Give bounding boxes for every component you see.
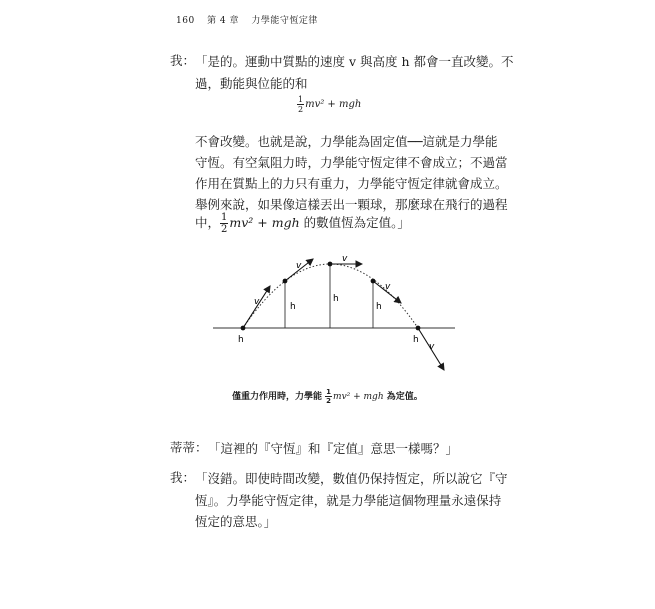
label-h-ground-right: h [413,335,419,345]
label-v-upper-right: v [385,282,391,292]
label-h-center: h [333,294,339,304]
fraction-half: $\frac{1}{2}$ [298,95,304,114]
dialogue1-line4: 守恆。有空氣阻力時，力學能守恆定律不會成立；不過當 [195,155,508,170]
dialogue1-line1: 「是的。運動中質點的速度 v 與高度 h 都會一直改變。不 [195,54,514,69]
figure-caption: 僅重力作用時，力學能 $\frac{1}{2}$ mv² + mgh 為定值。 [232,388,423,405]
dialogue1-line5: 作用在質點上的力只有重力，力學能守恆定律就會成立。 [195,176,508,191]
label-v-upper-left: v [296,261,302,271]
label-v-end: v [429,342,435,352]
label-h-left: h [290,302,296,312]
label-h-right: h [376,302,382,312]
speaker-tetra: 蒂蒂： [170,440,208,455]
speaker-me-2: 我： [170,470,196,485]
dialogue1-line2: 過，動能與位能的和 [195,76,308,91]
label-h-ground-left: h [238,335,244,345]
fraction-half-inline: $\frac{1}{2}$ [221,212,228,235]
caption-fraction: $\frac{1}{2}$ [326,388,332,405]
formula-text: mv² + mgh [305,99,362,110]
dialogue1-line7: 中， $\frac{1}{2}$ mv² + mgh 的數值恆為定值。」 [195,212,410,235]
label-v-start: v [254,297,260,307]
dialogue3-line3: 恆定的意思。」 [195,514,277,529]
velocity-arrow-start [243,286,270,328]
dialogue3-line1: 「沒錯。即使時間改變，數值仍保持恆定，所以說它『守 [195,471,508,486]
chapter-title: 力學能守恆定律 [251,16,318,26]
page-number: 160 [176,16,195,26]
label-v-top: v [342,254,348,264]
inline-formula: mv² + mgh [229,215,300,230]
dialogue2-line1: 「這裡的『守恆』和『定值』意思一樣嗎？」 [208,441,459,456]
dialogue1-line3: 不會改變。也就是說，力學能為固定值──這就是力學能 [195,134,498,149]
speaker-me-1: 我： [170,53,196,68]
chapter-number: 第 4 章 [207,16,240,26]
dialogue3-line2: 恆』。力學能守恆定律，就是力學能這個物理量永遠保持 [195,493,502,508]
dialogue1-line6: 舉例來說，如果像這樣丟出一顆球，那麼球在飛行的過程 [195,197,508,212]
